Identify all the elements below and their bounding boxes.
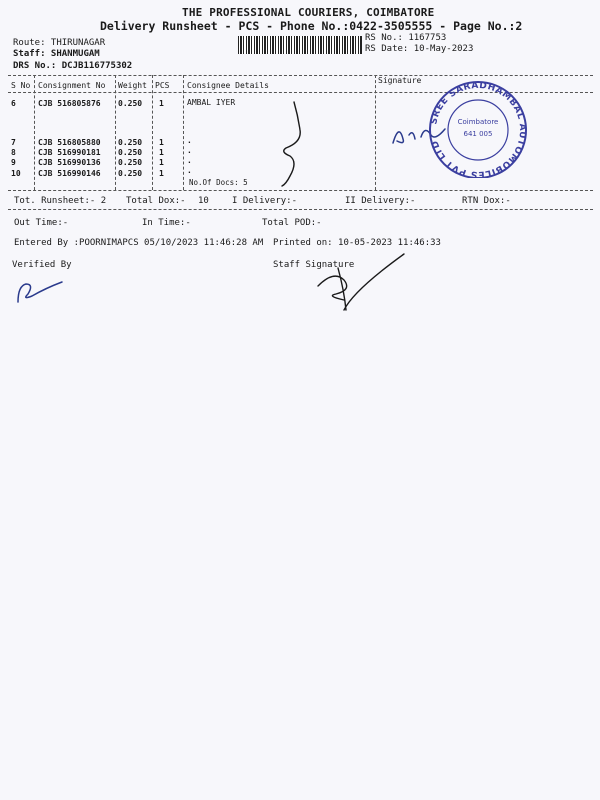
row-weight: 0.250 bbox=[118, 158, 143, 167]
tot-runsheet: Tot. Runsheet:- 2 bbox=[14, 196, 107, 206]
stamp-city-text: Coimbatore bbox=[457, 118, 499, 126]
docs-count: No.Of Docs: 5 bbox=[189, 178, 248, 187]
ii-delivery: II Delivery:- bbox=[345, 196, 416, 206]
row-consignee: AMBAL IYER bbox=[187, 98, 236, 107]
drs-number: DRS No.: DCJB116775302 bbox=[13, 61, 133, 71]
summary-rule bbox=[8, 209, 593, 210]
header-consignee: Consignee Details bbox=[187, 81, 269, 90]
rs-date: RS Date: 10-May-2023 bbox=[365, 44, 474, 54]
staff-signature-icon bbox=[314, 250, 414, 315]
row-pcs: 1 bbox=[159, 148, 164, 157]
i-delivery: I Delivery:- bbox=[232, 196, 298, 206]
col-divider bbox=[152, 75, 153, 190]
handwritten-mark-icon bbox=[276, 100, 306, 190]
row-weight: 0.250 bbox=[118, 148, 143, 157]
out-time: Out Time:- bbox=[14, 218, 69, 228]
total-dox-label: Total Dox:- bbox=[126, 196, 186, 206]
header-consignment: Consignment No bbox=[38, 81, 106, 90]
row-pcs: 1 bbox=[159, 138, 164, 147]
col-divider bbox=[34, 75, 35, 190]
col-divider bbox=[375, 75, 376, 190]
header-signature: Signature bbox=[378, 76, 422, 85]
rtn-dox: RTN Dox:- bbox=[462, 196, 511, 206]
runsheet-subtitle: Delivery Runsheet - PCS - Phone No.:0422-3505555 - Page No.:2 bbox=[100, 19, 523, 33]
total-pod: Total POD:- bbox=[262, 218, 322, 228]
verified-by-label: Verified By bbox=[12, 260, 72, 270]
row-consignment: CJB 516990136 bbox=[38, 158, 101, 167]
stamp-pin-text: 641 005 bbox=[463, 130, 493, 138]
row-pcs: 1 bbox=[159, 99, 164, 108]
table-bottom-rule bbox=[8, 190, 593, 191]
header-pcs: PCS bbox=[155, 81, 170, 90]
company-stamp-icon bbox=[408, 78, 548, 178]
row-consignment: CJB 516805876 bbox=[38, 99, 101, 108]
row-sno: 8 bbox=[11, 148, 16, 157]
row-weight: 0.250 bbox=[118, 99, 143, 108]
barcode bbox=[238, 36, 362, 54]
col-divider bbox=[183, 75, 184, 190]
row-consignment: CJB 516990181 bbox=[38, 148, 101, 157]
row-sno: 9 bbox=[11, 158, 16, 167]
row-sno: 6 bbox=[11, 99, 16, 108]
route-label: Route: THIRUNAGAR bbox=[13, 38, 106, 48]
company-title: THE PROFESSIONAL COURIERS, COIMBATORE bbox=[182, 6, 435, 19]
header-weight: Weight bbox=[118, 81, 147, 90]
row-consignee: . bbox=[187, 156, 192, 165]
total-dox-value: 10 bbox=[198, 196, 209, 206]
entered-by: Entered By :POORNIMAPCS 05/10/2023 11:46:28 AM bbox=[14, 238, 264, 248]
in-time: In Time:- bbox=[142, 218, 191, 228]
col-divider bbox=[115, 75, 116, 190]
row-pcs: 1 bbox=[159, 158, 164, 167]
row-consignee: . bbox=[187, 136, 192, 145]
row-consignee: . bbox=[187, 166, 192, 175]
row-weight: 0.250 bbox=[118, 169, 143, 178]
row-consignment: CJB 516990146 bbox=[38, 169, 101, 178]
row-consignee: . bbox=[187, 146, 192, 155]
verifier-signature-icon bbox=[12, 276, 72, 306]
row-consignment: CJB 516805880 bbox=[38, 138, 101, 147]
row-sno: 10 bbox=[11, 169, 21, 178]
printed-on: Printed on: 10-05-2023 11:46:33 bbox=[273, 238, 441, 248]
table-top-rule bbox=[8, 75, 593, 76]
staff-signature-label: Staff Signature bbox=[273, 260, 355, 270]
row-weight: 0.250 bbox=[118, 138, 143, 147]
stamp-company-text: SREE SARADHAMBAL AUTOMOBILES PVT LTD bbox=[429, 80, 528, 178]
rs-number: RS No.: 1167753 bbox=[365, 33, 447, 43]
staff-label: Staff: SHANMUGAM bbox=[13, 49, 100, 59]
row-pcs: 1 bbox=[159, 169, 164, 178]
row-sno: 7 bbox=[11, 138, 16, 147]
header-sno: S No bbox=[11, 81, 31, 90]
